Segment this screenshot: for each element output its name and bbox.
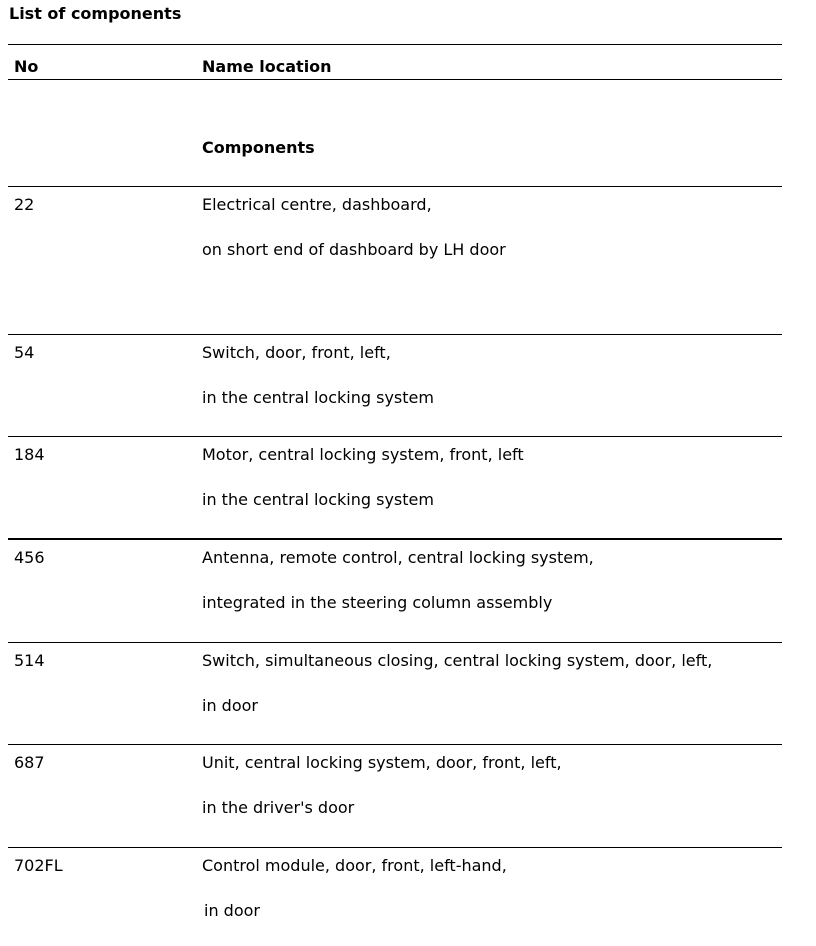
section-heading-row bbox=[8, 80, 782, 187]
component-location: in the central locking system bbox=[202, 490, 434, 509]
table-row bbox=[8, 745, 782, 848]
component-name: Switch, simultaneous closing, central locking system, door, left, bbox=[202, 651, 713, 670]
component-location: in door bbox=[202, 696, 258, 715]
component-number: 456 bbox=[14, 548, 45, 567]
component-name: Electrical centre, dashboard, bbox=[202, 195, 432, 214]
components-table bbox=[8, 44, 782, 940]
section-heading: Components bbox=[202, 138, 315, 157]
component-location: in the central locking system bbox=[202, 388, 434, 407]
component-number: 702FL bbox=[14, 856, 63, 875]
component-location: integrated in the steering column assembly bbox=[202, 593, 553, 612]
component-location: on short end of dashboard by LH door bbox=[202, 240, 506, 259]
component-number: 687 bbox=[14, 753, 45, 772]
component-location: in door bbox=[204, 901, 260, 920]
component-name: Motor, central locking system, front, left bbox=[202, 445, 524, 464]
table-header bbox=[8, 44, 782, 80]
page-title: List of components bbox=[9, 4, 182, 23]
component-location: in the driver's door bbox=[202, 798, 355, 817]
component-name: Control module, door, front, left-hand, bbox=[202, 856, 507, 875]
table-row bbox=[8, 437, 782, 540]
component-number: 514 bbox=[14, 651, 45, 670]
component-number: 22 bbox=[14, 195, 35, 214]
component-number: 54 bbox=[14, 343, 35, 362]
component-name: Antenna, remote control, central locking system, bbox=[202, 548, 594, 567]
table-row bbox=[8, 187, 782, 335]
table-row bbox=[8, 335, 782, 437]
component-name: Unit, central locking system, door, front, left, bbox=[202, 753, 562, 772]
component-number: 184 bbox=[14, 445, 45, 464]
column-header-no: No bbox=[14, 57, 39, 76]
table-row bbox=[8, 540, 782, 643]
table-row bbox=[8, 643, 782, 745]
component-name: Switch, door, front, left, bbox=[202, 343, 391, 362]
table-row bbox=[8, 848, 782, 940]
column-header-name-location: Name location bbox=[202, 57, 332, 76]
